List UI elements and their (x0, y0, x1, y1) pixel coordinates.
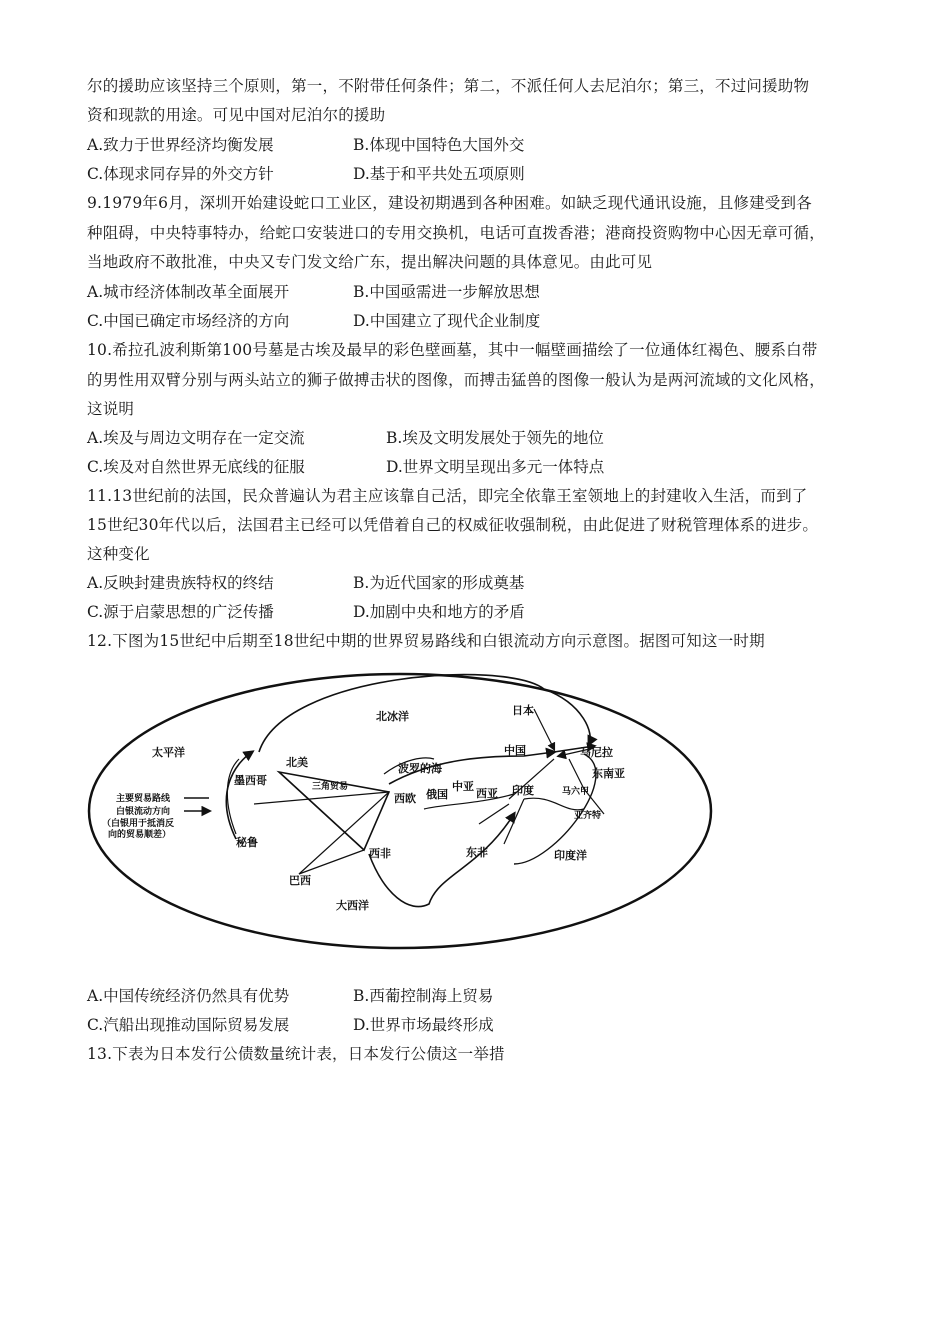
label-india: 印度 (512, 784, 534, 797)
label-pacific: 太平洋 (152, 746, 185, 759)
route-japan-china (534, 709, 554, 749)
q8-option-b: B.体现中国特色大国外交 (353, 136, 525, 154)
route-africa-cape (369, 814, 514, 907)
q12-option-a: A.中国传统经济仍然具有优势 (87, 987, 290, 1005)
label-arctic: 北冰洋 (376, 710, 409, 723)
legend-silver-flow: 白银流动方向 (116, 807, 171, 817)
q11-text-line-2: 15世纪30年代以后，法国君主已经可以凭借着自己的权威征收强制税，由此促进了财税管理体系的进步。 (87, 516, 819, 534)
q10-text-line-2: 的男性用双臂分别与两头站立的狮子做搏击状的图像，而搏击猛兽的图像一般认为是两河流域的文化风格， (87, 371, 825, 389)
q11-option-c: C.源于启蒙思想的广泛传播 (87, 603, 274, 621)
label-baltic: 波罗的海 (398, 762, 442, 775)
q9-text-line-1: 9.1979年6月，深圳开始建设蛇口工业区，建设初期遇到各种困难。如缺乏现代通讯设施，且修建受到各 (87, 194, 812, 212)
route-europe-brazil (299, 792, 389, 874)
label-china: 中国 (504, 744, 526, 757)
route-north-arc (259, 675, 590, 752)
label-west-asia: 西亚 (476, 787, 498, 800)
label-southeast-asia: 东南亚 (592, 767, 625, 780)
label-brazil: 巴西 (289, 874, 311, 887)
legend-note-2: 向的贸易顺差） (108, 830, 172, 840)
label-triangle-trade: 三角贸易 (312, 782, 349, 792)
q8-text-line-2: 资和现款的用途。可见中国对尼泊尔的援助 (87, 106, 386, 124)
route-india-aceh (524, 798, 584, 810)
label-north-america: 北美 (286, 756, 308, 769)
q9-option-b: B.中国亟需进一步解放思想 (353, 283, 540, 301)
q12-text-line-1: 12.下图为15世纪中后期至18世纪中期的世界贸易路线和白银流动方向示意图。据图可知这一时期 (87, 632, 765, 650)
label-indian: 印度洋 (554, 849, 587, 862)
q11-option-a: A.反映封建贵族特权的终结 (87, 574, 274, 592)
label-aceh: 亚齐特 (574, 811, 602, 821)
route-pacific-arc (226, 752, 252, 839)
route-china-malacca (569, 759, 584, 789)
label-central-asia: 中亚 (452, 780, 474, 793)
label-mexico: 墨西哥 (234, 774, 267, 787)
route-sea-indian (514, 754, 596, 864)
q11-text-line-1: 11.13世纪前的法国，民众普遍认为君主应该靠自己活，即完全依靠王室领地上的封建收入生活，而到了 (87, 487, 808, 505)
q11-option-b: B.为近代国家的形成奠基 (353, 574, 525, 592)
label-western-europe: 西欧 (394, 792, 416, 805)
q9-text-line-3: 当地政府不敢批准，中央又专门发文给广东，提出解决问题的具体意见。由此可见 (87, 253, 653, 271)
q10-option-a: A.埃及与周边文明存在一定交流 (87, 429, 305, 447)
q9-text-line-2: 种阻碍，中央特事特办，给蛇口安装进口的专用交换机，电话可直拨香港；港商投资购物中心因无章可循， (87, 224, 825, 242)
label-atlantic: 大西洋 (336, 899, 369, 912)
label-russia: 俄国 (426, 788, 448, 801)
route-eafrica-india (479, 804, 509, 824)
q8-option-d: D.基于和平共处五项原则 (353, 165, 525, 183)
label-peru: 秘鲁 (236, 836, 258, 849)
q13-text-line-1: 13.下表为日本发行公债数量统计表，日本发行公债这一举措 (87, 1045, 505, 1063)
label-west-africa: 西非 (369, 847, 391, 860)
label-manila: 马尼拉 (580, 746, 613, 759)
label-east-africa: 东非 (466, 846, 488, 859)
q10-text-line-1: 10.希拉孔波利斯第100号墓是古埃及最早的彩色壁画墓，其中一幅壁画描绘了一位通体红褐色、腰系白带 (87, 341, 818, 359)
q12-option-b: B.西葡控制海上贸易 (353, 987, 494, 1005)
q8-option-c: C.体现求同存异的外交方针 (87, 165, 274, 183)
label-malacca: 马六甲 (562, 787, 590, 797)
q12-option-c: C.汽船出现推动国际贸易发展 (87, 1016, 290, 1034)
q11-text-line-3: 这种变化 (87, 545, 150, 563)
q12-option-d: D.世界市场最终形成 (353, 1016, 494, 1034)
route-brazil-wafrica (299, 850, 364, 874)
q10-option-b: B.埃及文明发展处于领先的地位 (386, 429, 604, 447)
trade-route-map (84, 664, 716, 956)
q10-text-line-3: 这说明 (87, 400, 135, 418)
q8-option-a: A.致力于世界经济均衡发展 (87, 136, 274, 154)
q10-option-d: D.世界文明呈现出多元一体特点 (386, 458, 605, 476)
q8-text-line-1: 尔的援助应该坚持三个原则，第一，不附带任何条件；第二，不派任何人去尼泊尔；第三，不过问援助物 (87, 77, 810, 95)
route-mexico-europe (254, 792, 389, 804)
legend-main-route: 主要贸易路线 (116, 794, 171, 804)
q9-option-a: A.城市经济体制改革全面展开 (87, 283, 290, 301)
label-japan: 日本 (512, 704, 534, 717)
q10-option-c: C.埃及对自然世界无底线的征服 (87, 458, 305, 476)
q9-option-d: D.中国建立了现代企业制度 (353, 312, 541, 330)
legend-note-1: （白银用于抵消反 (102, 819, 175, 829)
q9-option-c: C.中国已确定市场经济的方向 (87, 312, 290, 330)
q11-option-d: D.加剧中央和地方的矛盾 (353, 603, 525, 621)
